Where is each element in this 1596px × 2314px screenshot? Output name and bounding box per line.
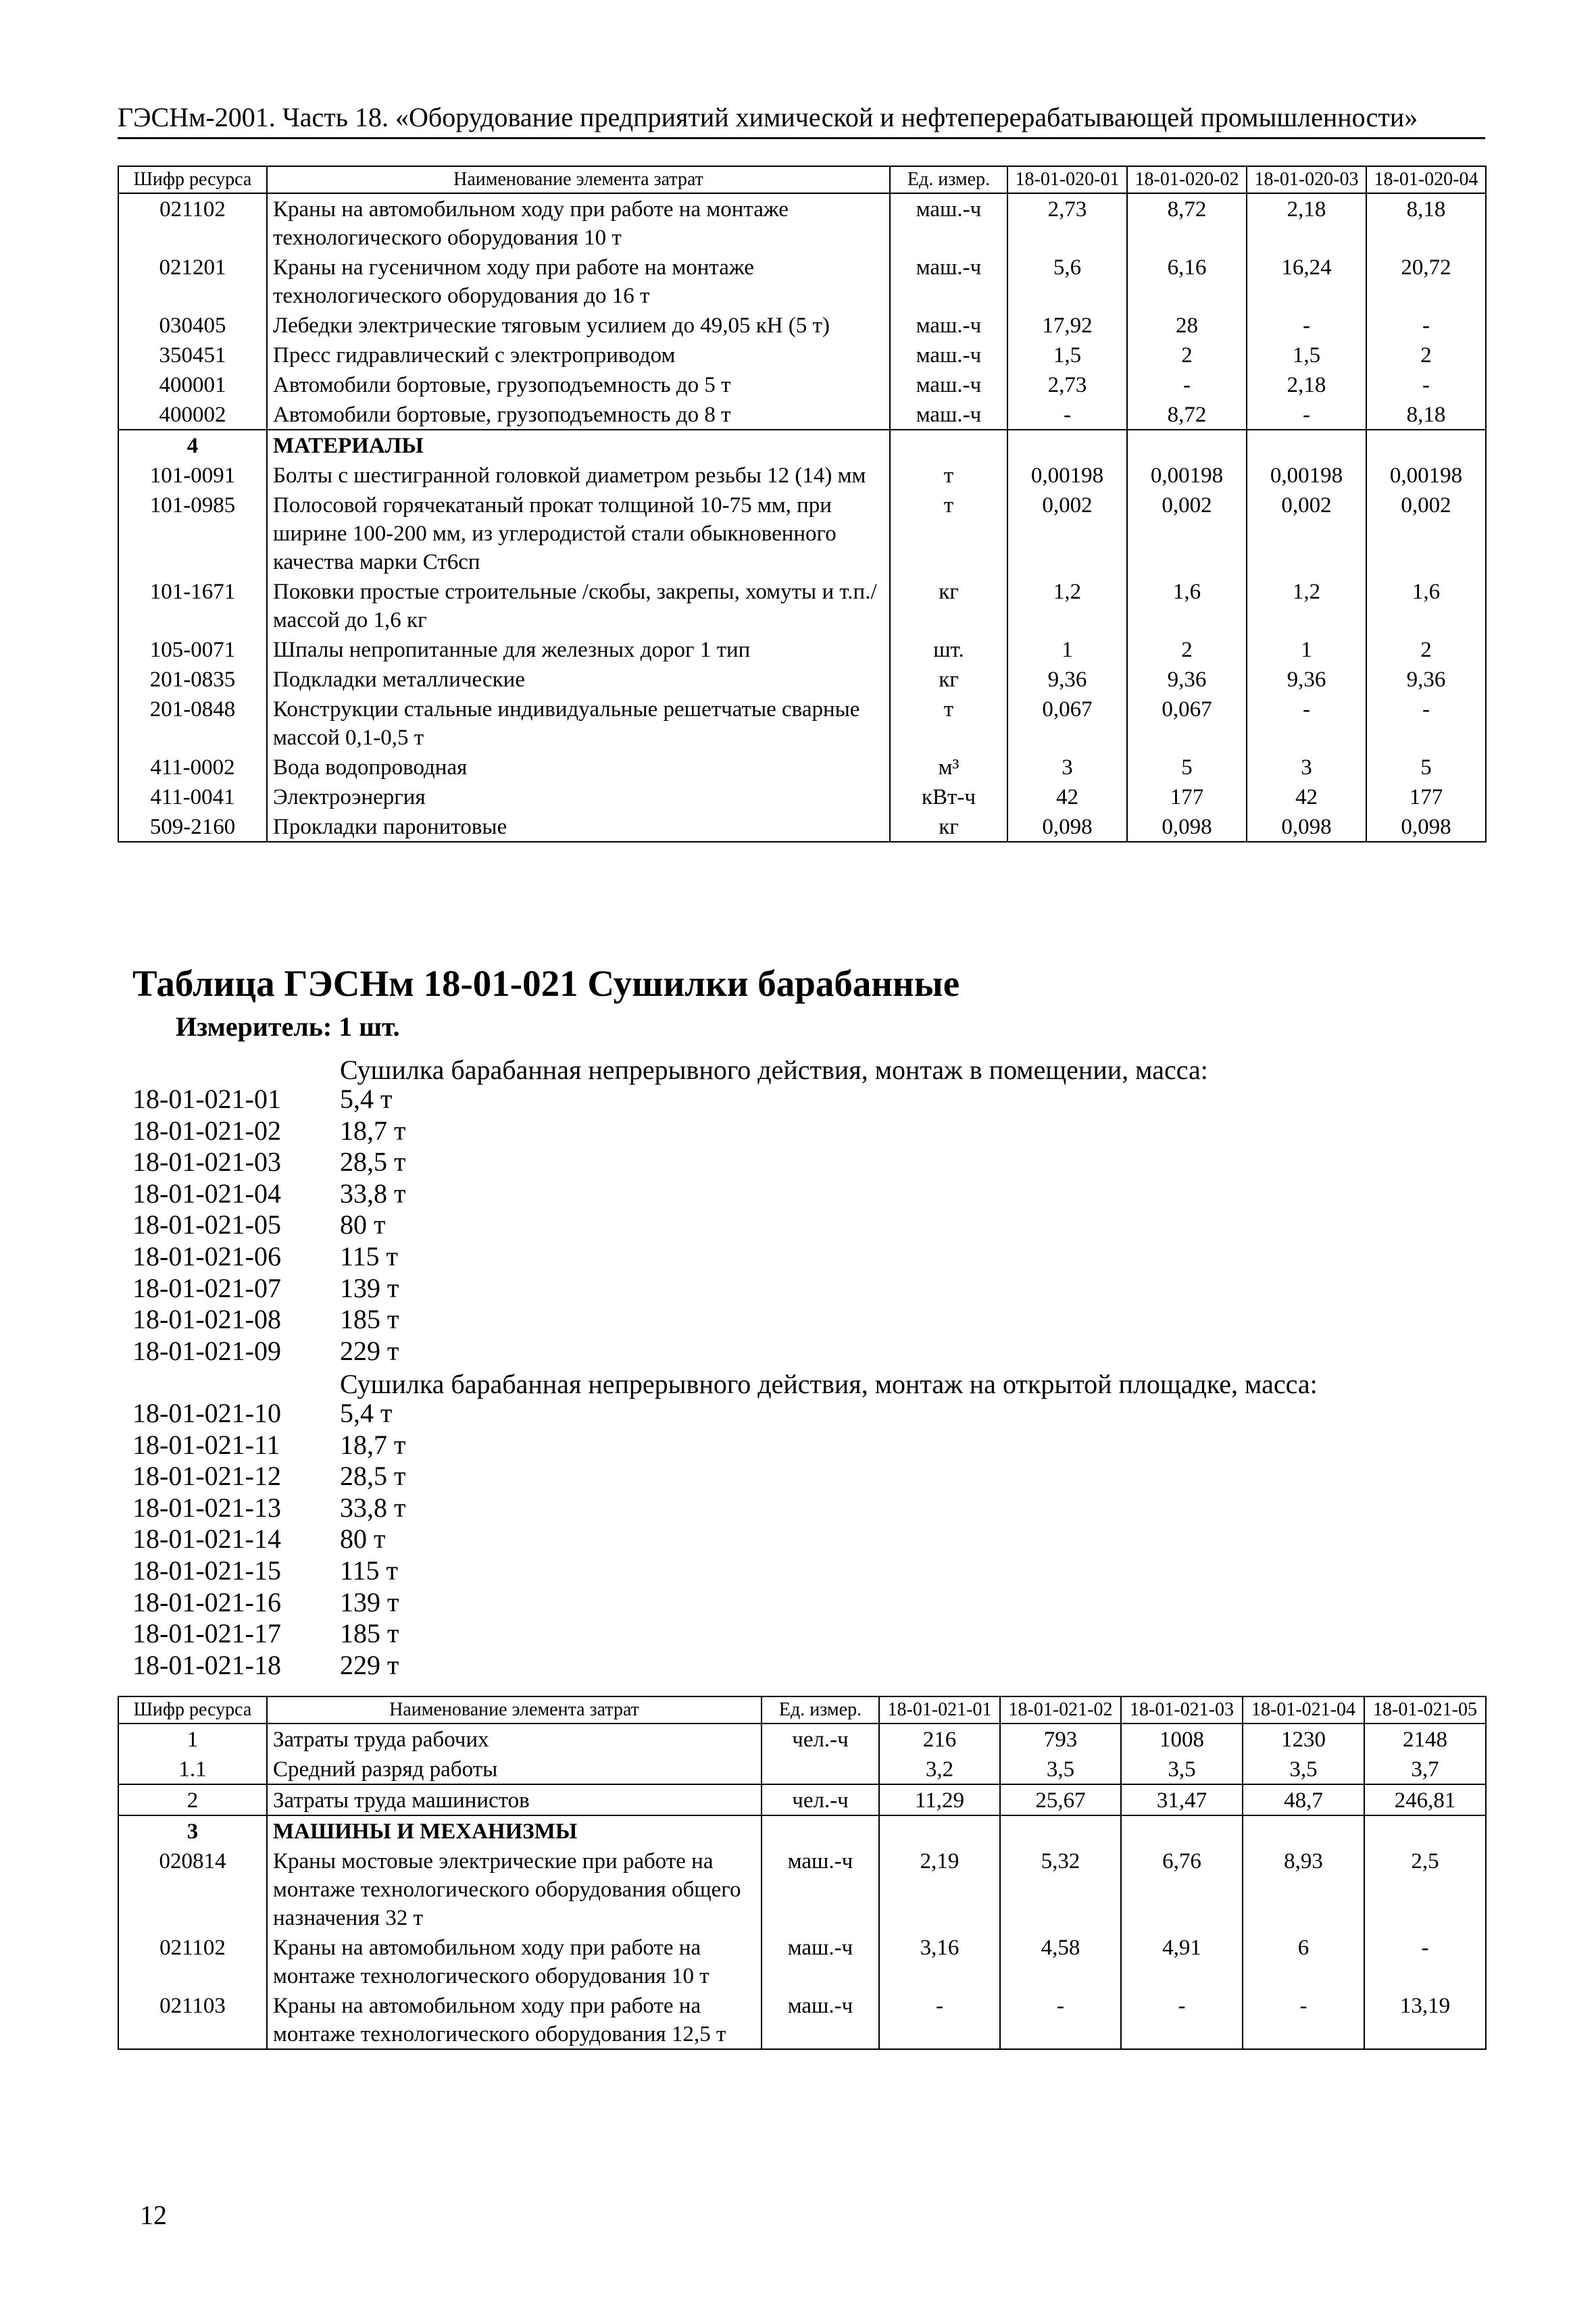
unit: чел.-ч [762, 1724, 879, 1754]
value-cell [1247, 430, 1366, 460]
norm-code: 18-01-021-15 [132, 1555, 281, 1586]
list-item [132, 1178, 405, 1210]
list-item [132, 1492, 405, 1524]
list-item [132, 1524, 405, 1555]
list-item [132, 1618, 405, 1650]
value-cell: 0,098 [1366, 811, 1486, 842]
mass-value: 185 т [340, 1618, 399, 1649]
value-cell: 5,32 [1000, 1846, 1121, 1932]
value-cell: 0,002 [1366, 490, 1486, 576]
table-row [118, 193, 1486, 252]
col-header-variant: 18-01-021-05 [1364, 1696, 1486, 1724]
value-cell [1243, 1815, 1364, 1846]
unit: маш.-ч [890, 399, 1007, 430]
resource-code: 3 [118, 1815, 267, 1846]
table-row [118, 664, 1486, 694]
table-row [118, 252, 1486, 310]
element-name: Болты с шестигранной головкой диаметром резьбы 12 (14) мм [267, 460, 890, 490]
value-cell: 2 [1127, 340, 1247, 370]
table-row [118, 490, 1486, 576]
element-name: Пресс гидравлический с электроприводом [267, 340, 890, 370]
table-header-row [118, 1696, 1486, 1724]
table-row [118, 694, 1486, 752]
unit: маш.-ч [762, 1932, 879, 1990]
resource-code: 021103 [118, 1990, 267, 2049]
value-cell: - [1364, 1932, 1486, 1990]
value-cell: - [1366, 694, 1486, 752]
mass-value: 115 т [340, 1555, 398, 1586]
value-cell: 1,2 [1007, 576, 1127, 634]
resource-code: 021201 [118, 252, 267, 310]
unit: кг [890, 664, 1007, 694]
group-description: Сушилка барабанная непрерывного действия, монтаж на открытой площадке, масса: [340, 1369, 1318, 1399]
unit [762, 1815, 879, 1846]
norm-code: 18-01-021-03 [132, 1147, 281, 1178]
value-cell: 3,5 [1121, 1754, 1243, 1784]
norm-code: 18-01-021-17 [132, 1618, 281, 1649]
value-cell: 42 [1007, 782, 1127, 811]
value-cell: 2,18 [1247, 193, 1366, 252]
table-row [118, 1784, 1486, 1815]
value-cell: 8,72 [1127, 399, 1247, 430]
value-cell: 177 [1127, 782, 1247, 811]
resources-table-18-01-021 [118, 1696, 1487, 2050]
list-item [132, 1115, 405, 1147]
value-cell: 3 [1247, 752, 1366, 782]
table-row [118, 460, 1486, 490]
unit: маш.-ч [890, 310, 1007, 340]
list-item [132, 1304, 405, 1336]
value-cell: 0,00198 [1007, 460, 1127, 490]
unit: м³ [890, 752, 1007, 782]
unit [762, 1754, 879, 1784]
element-name: Подкладки металлические [267, 664, 890, 694]
table-row [118, 752, 1486, 782]
element-name: Затраты труда машинистов [267, 1784, 762, 1815]
value-cell: 2,19 [879, 1846, 1000, 1932]
table-row [118, 1846, 1486, 1932]
norm-code: 18-01-021-12 [132, 1461, 281, 1492]
norm-code: 18-01-021-13 [132, 1492, 281, 1523]
unit: т [890, 490, 1007, 576]
element-name: Автомобили бортовые, грузоподъемность до 5 т [267, 370, 890, 399]
value-cell: 9,36 [1127, 664, 1247, 694]
norm-code: 18-01-021-10 [132, 1398, 281, 1428]
value-cell: 0,00198 [1366, 460, 1486, 490]
norm-code: 18-01-021-16 [132, 1586, 281, 1617]
mass-value: 18,7 т [340, 1429, 406, 1460]
unit [890, 430, 1007, 460]
resource-code: 1.1 [118, 1754, 267, 1784]
mass-value: 229 т [340, 1649, 399, 1680]
unit: чел.-ч [762, 1784, 879, 1815]
list-item [132, 1555, 405, 1587]
mass-value: 115 т [340, 1240, 398, 1272]
value-cell: 9,36 [1247, 664, 1366, 694]
col-header-variant: 18-01-021-01 [879, 1696, 1000, 1724]
element-name: Полосовой горячекатаный прокат толщиной 10-75 мм, при ширине 100-200 мм, из углеродистой стали обыкновенного качества марки Ст6сп [267, 490, 890, 576]
value-cell: 1 [1247, 634, 1366, 664]
resource-code: 101-0091 [118, 460, 267, 490]
unit: шт. [890, 634, 1007, 664]
value-cell: 0,002 [1127, 490, 1247, 576]
table-row [118, 370, 1486, 399]
resource-code: 201-0848 [118, 694, 267, 752]
value-cell: 0,00198 [1127, 460, 1247, 490]
col-header-variant: 18-01-020-04 [1366, 166, 1486, 193]
element-name: Прокладки паронитовые [267, 811, 890, 842]
value-cell: - [1007, 399, 1127, 430]
table-header-row [118, 166, 1486, 193]
value-cell: 2148 [1364, 1724, 1486, 1754]
value-cell: 17,92 [1007, 310, 1127, 340]
value-cell: 4,91 [1121, 1932, 1243, 1990]
value-cell: 9,36 [1366, 664, 1486, 694]
norm-code: 18-01-021-01 [132, 1084, 281, 1114]
col-header-unit: Ед. измер. [762, 1696, 879, 1724]
col-header-name: Наименование элемента затрат [267, 166, 890, 193]
value-cell: 2 [1366, 634, 1486, 664]
resource-code: 400001 [118, 370, 267, 399]
value-cell: 1,5 [1247, 340, 1366, 370]
value-cell: 20,72 [1366, 252, 1486, 310]
value-cell [1366, 430, 1486, 460]
unit: маш.-ч [762, 1990, 879, 2049]
value-cell: - [879, 1990, 1000, 2049]
element-name: Конструкции стальные индивидуальные решетчатые сварные массой 0,1-0,5 т [267, 694, 890, 752]
resource-code: 021102 [118, 193, 267, 252]
col-header-name: Наименование элемента затрат [267, 1696, 762, 1724]
resource-code: 400002 [118, 399, 267, 430]
mass-value: 33,8 т [340, 1178, 406, 1209]
value-cell: 1,5 [1007, 340, 1127, 370]
mass-value: 139 т [340, 1272, 399, 1303]
value-cell: 8,18 [1366, 399, 1486, 430]
element-name: Краны на гусеничном ходу при работе на монтаже технологического оборудования до 16 т [267, 252, 890, 310]
value-cell: - [1366, 370, 1486, 399]
col-header-variant: 18-01-021-02 [1000, 1696, 1121, 1724]
mass-value: 5,4 т [340, 1084, 393, 1114]
value-cell: 0,002 [1247, 490, 1366, 576]
resource-code: 101-0985 [118, 490, 267, 576]
table-row [118, 1724, 1486, 1754]
list-item [132, 1461, 405, 1492]
list-item [132, 1430, 405, 1461]
value-cell: - [1243, 1990, 1364, 2049]
value-cell: 1230 [1243, 1724, 1364, 1754]
mass-value: 80 т [340, 1209, 386, 1240]
value-cell: 0,067 [1007, 694, 1127, 752]
table-row [118, 576, 1486, 634]
value-cell: 6,76 [1121, 1846, 1243, 1932]
value-cell: 3,5 [1000, 1754, 1121, 1784]
table-row [118, 1754, 1486, 1784]
value-cell: 5 [1127, 752, 1247, 782]
value-cell: 1,2 [1247, 576, 1366, 634]
mass-value: 229 т [340, 1335, 399, 1366]
resource-code: 101-1671 [118, 576, 267, 634]
value-cell: 2 [1127, 634, 1247, 664]
value-cell: 1,6 [1366, 576, 1486, 634]
resource-code: 411-0041 [118, 782, 267, 811]
value-cell: 13,19 [1364, 1990, 1486, 2049]
table-row [118, 399, 1486, 430]
mass-value: 139 т [340, 1586, 399, 1617]
table-row [118, 782, 1486, 811]
mass-value: 185 т [340, 1304, 399, 1335]
list-item [132, 1587, 405, 1619]
norm-code: 18-01-021-14 [132, 1524, 281, 1555]
element-name: Поковки простые строительные /скобы, закрепы, хомуты и т.п./ массой до 1,6 кг [267, 576, 890, 634]
element-name: МАТЕРИАЛЫ [267, 430, 890, 460]
mass-value: 28,5 т [340, 1461, 406, 1492]
value-cell: 2,73 [1007, 193, 1127, 252]
list-item [132, 1398, 405, 1430]
col-header-variant: 18-01-021-04 [1243, 1696, 1364, 1724]
value-cell: 3,7 [1364, 1754, 1486, 1784]
value-cell: 2,73 [1007, 370, 1127, 399]
list-item [132, 1209, 405, 1241]
col-header-code: Шифр ресурса [118, 166, 267, 193]
resource-code: 201-0835 [118, 664, 267, 694]
value-cell: 31,47 [1121, 1784, 1243, 1815]
value-cell: 2,18 [1247, 370, 1366, 399]
value-cell: 5 [1366, 752, 1486, 782]
table-row [118, 634, 1486, 664]
resource-code: 030405 [118, 310, 267, 340]
resources-table-18-01-020 [118, 166, 1487, 842]
unit: маш.-ч [762, 1846, 879, 1932]
table-row [118, 1932, 1486, 1990]
value-cell: 2 [1366, 340, 1486, 370]
list-item [132, 1147, 405, 1178]
element-name: Электроэнергия [267, 782, 890, 811]
code-list-outdoor [132, 1398, 405, 1681]
mass-value: 18,7 т [340, 1115, 406, 1146]
list-item [132, 1273, 405, 1305]
mass-value: 33,8 т [340, 1492, 406, 1523]
resource-code: 411-0002 [118, 752, 267, 782]
value-cell: 793 [1000, 1724, 1121, 1754]
norm-code: 18-01-021-08 [132, 1304, 281, 1335]
col-header-variant: 18-01-021-03 [1121, 1696, 1243, 1724]
value-cell [1121, 1815, 1243, 1846]
list-item [132, 1336, 405, 1367]
value-cell: 5,6 [1007, 252, 1127, 310]
unit: кг [890, 811, 1007, 842]
element-name: Средний разряд работы [267, 1754, 762, 1784]
value-cell: - [1000, 1990, 1121, 2049]
mass-value: 5,4 т [340, 1398, 393, 1428]
table-row [118, 310, 1486, 340]
value-cell: 8,93 [1243, 1846, 1364, 1932]
value-cell: 177 [1366, 782, 1486, 811]
value-cell: 3,16 [879, 1932, 1000, 1990]
value-cell: - [1247, 694, 1366, 752]
value-cell: 0,098 [1127, 811, 1247, 842]
resource-code: 509-2160 [118, 811, 267, 842]
resource-code: 105-0071 [118, 634, 267, 664]
mass-value: 80 т [340, 1524, 386, 1555]
element-name: Краны на автомобильном ходу при работе на монтаже технологического оборудования 12,5 т [267, 1990, 762, 2049]
table-row [118, 811, 1486, 842]
value-cell: - [1247, 310, 1366, 340]
unit: маш.-ч [890, 370, 1007, 399]
value-cell [1127, 430, 1247, 460]
norm-code: 18-01-021-18 [132, 1649, 281, 1680]
value-cell: 216 [879, 1724, 1000, 1754]
value-cell: 9,36 [1007, 664, 1127, 694]
norm-code: 18-01-021-02 [132, 1115, 281, 1146]
element-name: Шпалы непропитанные для железных дорог 1 тип [267, 634, 890, 664]
element-name: Затраты труда рабочих [267, 1724, 762, 1754]
value-cell: - [1247, 399, 1366, 430]
group-description: Сушилка барабанная непрерывного действия, монтаж в помещении, масса: [340, 1055, 1208, 1085]
value-cell: - [1366, 310, 1486, 340]
table-row [118, 430, 1486, 460]
table-title: Таблица ГЭСНм 18-01-021 Сушилки барабанные [132, 963, 960, 1004]
norm-code: 18-01-021-05 [132, 1209, 281, 1240]
col-header-code: Шифр ресурса [118, 1696, 267, 1724]
value-cell: 1008 [1121, 1724, 1243, 1754]
resource-code: 2 [118, 1784, 267, 1815]
resource-code: 020814 [118, 1846, 267, 1932]
col-header-variant: 18-01-020-01 [1007, 166, 1127, 193]
resource-code: 4 [118, 430, 267, 460]
unit: кг [890, 576, 1007, 634]
value-cell: 25,67 [1000, 1784, 1121, 1815]
value-cell: 3,2 [879, 1754, 1000, 1784]
norm-code: 18-01-021-09 [132, 1335, 281, 1366]
value-cell: 8,18 [1366, 193, 1486, 252]
unit: маш.-ч [890, 340, 1007, 370]
value-cell: 0,098 [1247, 811, 1366, 842]
norm-code: 18-01-021-11 [132, 1429, 280, 1460]
resource-code: 1 [118, 1724, 267, 1754]
list-item [132, 1241, 405, 1273]
table-row [118, 1990, 1486, 2049]
norm-code: 18-01-021-07 [132, 1272, 281, 1303]
value-cell: 28 [1127, 310, 1247, 340]
code-list-indoor [132, 1084, 405, 1367]
unit: т [890, 694, 1007, 752]
value-cell: 11,29 [879, 1784, 1000, 1815]
table-row [118, 1815, 1486, 1846]
unit: маш.-ч [890, 252, 1007, 310]
value-cell: 0,002 [1007, 490, 1127, 576]
element-name: Краны на автомобильном ходу при работе на монтаже технологического оборудования 10 т [267, 1932, 762, 1990]
value-cell: 3 [1007, 752, 1127, 782]
value-cell: 6,16 [1127, 252, 1247, 310]
value-cell: 2,5 [1364, 1846, 1486, 1932]
element-name: Автомобили бортовые, грузоподъемность до 8 т [267, 399, 890, 430]
value-cell: - [1121, 1990, 1243, 2049]
unit-of-measure: Измеритель: 1 шт. [176, 1011, 400, 1042]
value-cell [1007, 430, 1127, 460]
element-name: Краны на автомобильном ходу при работе на монтаже технологического оборудования 10 т [267, 193, 890, 252]
resource-code: 021102 [118, 1932, 267, 1990]
list-item [132, 1084, 405, 1115]
value-cell: 0,00198 [1247, 460, 1366, 490]
element-name: Лебедки электрические тяговым усилием до 49,05 кН (5 т) [267, 310, 890, 340]
value-cell: 42 [1247, 782, 1366, 811]
norm-code: 18-01-021-06 [132, 1240, 281, 1272]
element-name: Вода водопроводная [267, 752, 890, 782]
col-header-variant: 18-01-020-03 [1247, 166, 1366, 193]
value-cell [1364, 1815, 1486, 1846]
norm-code: 18-01-021-04 [132, 1178, 281, 1209]
value-cell: - [1127, 370, 1247, 399]
element-name: МАШИНЫ И МЕХАНИЗМЫ [267, 1815, 762, 1846]
value-cell [1000, 1815, 1121, 1846]
page-number: 12 [140, 2200, 167, 2230]
value-cell [879, 1815, 1000, 1846]
table-row [118, 340, 1486, 370]
value-cell: 1,6 [1127, 576, 1247, 634]
mass-value: 28,5 т [340, 1147, 406, 1178]
unit: маш.-ч [890, 193, 1007, 252]
col-header-variant: 18-01-020-02 [1127, 166, 1247, 193]
value-cell: 3,5 [1243, 1754, 1364, 1784]
value-cell: 0,098 [1007, 811, 1127, 842]
value-cell: 1 [1007, 634, 1127, 664]
element-name: Краны мостовые электрические при работе на монтаже технологического оборудования общего назначения 32 т [267, 1846, 762, 1932]
unit: кВт-ч [890, 782, 1007, 811]
col-header-unit: Ед. измер. [890, 166, 1007, 193]
list-item [132, 1650, 405, 1682]
value-cell: 48,7 [1243, 1784, 1364, 1815]
value-cell: 8,72 [1127, 193, 1247, 252]
value-cell: 246,81 [1364, 1784, 1486, 1815]
value-cell: 4,58 [1000, 1932, 1121, 1990]
value-cell: 0,067 [1127, 694, 1247, 752]
value-cell: 16,24 [1247, 252, 1366, 310]
page-header: ГЭСНм-2001. Часть 18. «Оборудование предприятий химической и нефтеперерабатывающей промышленности» [118, 101, 1485, 139]
unit: т [890, 460, 1007, 490]
value-cell: 6 [1243, 1932, 1364, 1990]
resource-code: 350451 [118, 340, 267, 370]
